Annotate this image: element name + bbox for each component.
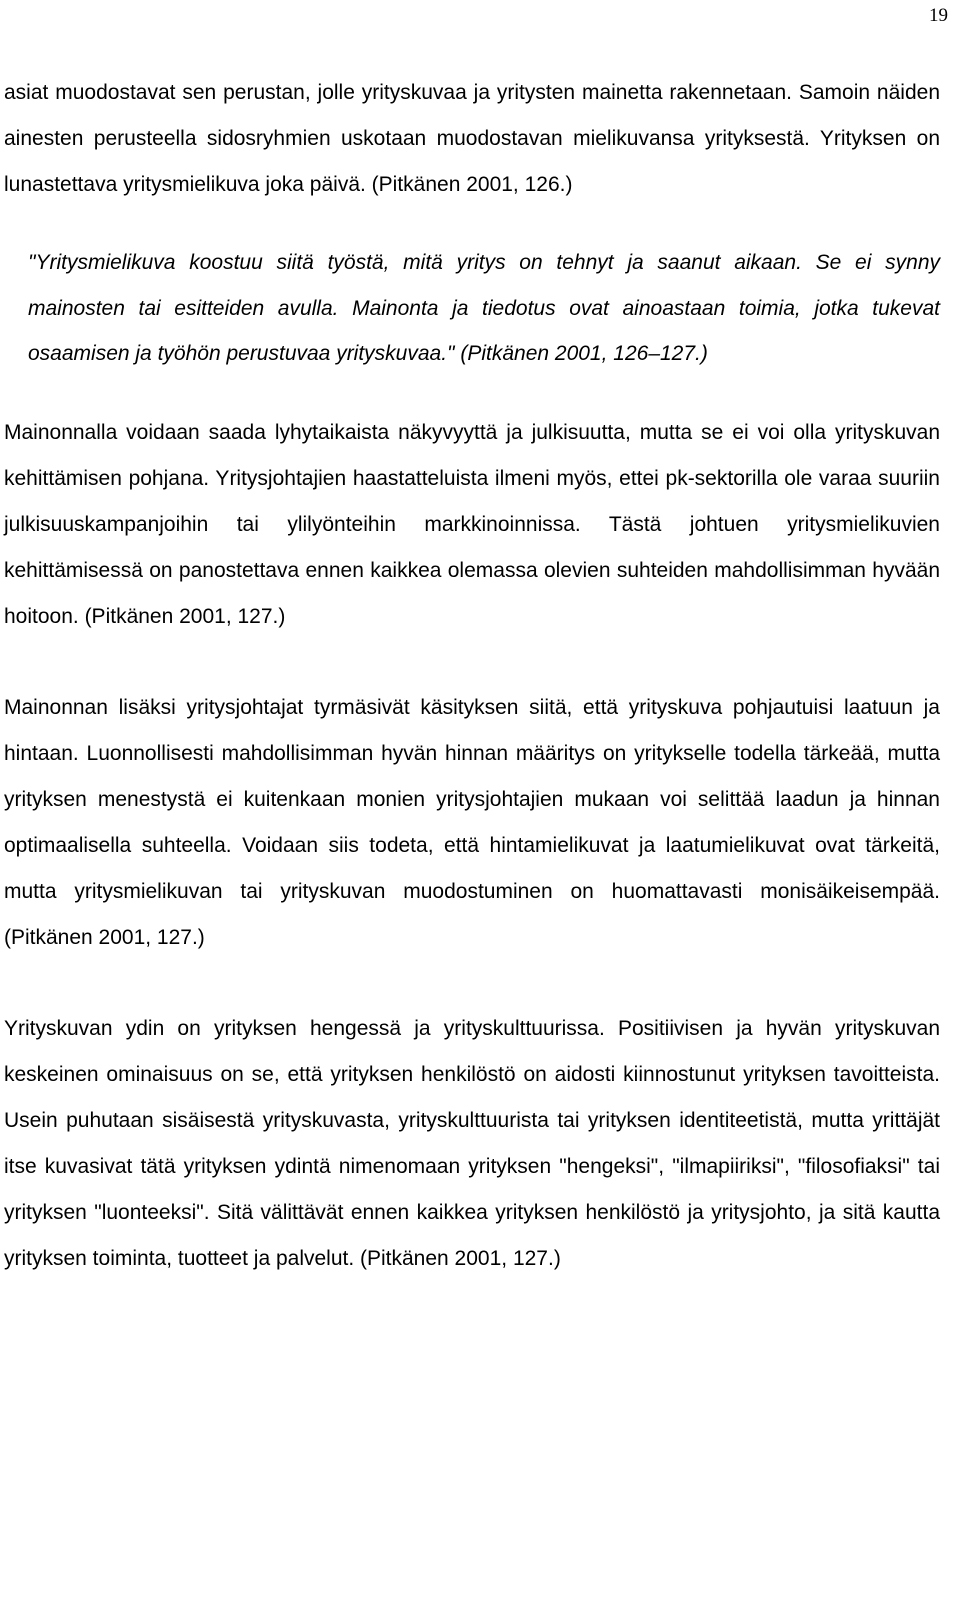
- block-quote: "Yritysmielikuva koostuu siitä työstä, mitä yritys on tehnyt ja saanut aikaan. Se ei synny mainosten tai esitteiden avulla. Mainonta ja tiedotus ovat ainoastaan toimia, jotka tukevat osaamisen ja työhön perustuvaa yrityskuvaa." (Pitkänen 2001, 126–127.): [28, 251, 940, 365]
- paragraph-intro: asiat muodostavat sen perustan, jolle yrityskuvaa ja yritysten mainetta rakennetaan. Samoin näiden ainesten perusteella sidosryhmien uskotaan muodostavan mielikuvansa yrityksestä. Yrityksen on lunastettava yritysmielikuva joka päivä. (Pitkänen 2001, 126.): [4, 81, 940, 196]
- paragraph-advertising: Mainonnalla voidaan saada lyhytaikaista näkyvyyttä ja julkisuutta, mutta se ei voi olla yrityskuvan kehittämisen pohjana. Yritysjohtajien haastatteluista ilmeni myös, ettei pk-sektorilla ole varaa suuriin julkisuuskampanjoihin tai ylilyönteihin markkinoinnissa. Tästä johtuen yritysmielikuvien kehittämisessä on panostettava ennen kaikkea olemassa olevien suhteiden mahdollisimman hyvään hoitoon. (Pitkänen 2001, 127.): [4, 420, 940, 628]
- document-body: [4, 70, 940, 1282]
- page-number: 19: [929, 5, 948, 26]
- paragraph-price-quality: Mainonnan lisäksi yritysjohtajat tyrmäsivät käsityksen siitä, että yrityskuva pohjautuisi laatuun ja hintaan. Luonnollisesti mahdollisimman hyvän hinnan määritys on yritykselle todella tärkeää, mutta yrityksen menestystä ei kuitenkaan monien yritysjohtajien mukaan voi selittää laadun ja hinnan optimaalisella suhteella. Voidaan siis todeta, että hintamielikuvat ja laatumielikuvat ovat tärkeitä, mutta yritysmielikuvan tai yrityskuvan muodostuminen on huomattavasti monisäikeisempää. (Pitkänen 2001, 127.): [4, 695, 940, 949]
- paragraph-core: Yrityskuvan ydin on yrityksen hengessä ja yrityskulttuurissa. Positiivisen ja hyvän yrityskuvan keskeinen ominaisuus on se, että yrityksen henkilöstö on aidosti kiinnostunut yrityksen tavoitteista. Usein puhutaan sisäisestä yrityskuvasta, yrityskulttuurista tai yrityksen identiteetistä, mutta yrittäjät itse kuvasivat tätä yrityksen ydintä nimenomaan yrityksen "hengeksi", "ilmapiiriksi", "filosofiaksi" tai yrityksen "luonteeksi". Sitä välittävät ennen kaikkea yrityksen henkilöstö ja yritysjohto, ja sitä kautta yrityksen toiminta, tuotteet ja palvelut. (Pitkänen 2001, 127.): [4, 1016, 940, 1270]
